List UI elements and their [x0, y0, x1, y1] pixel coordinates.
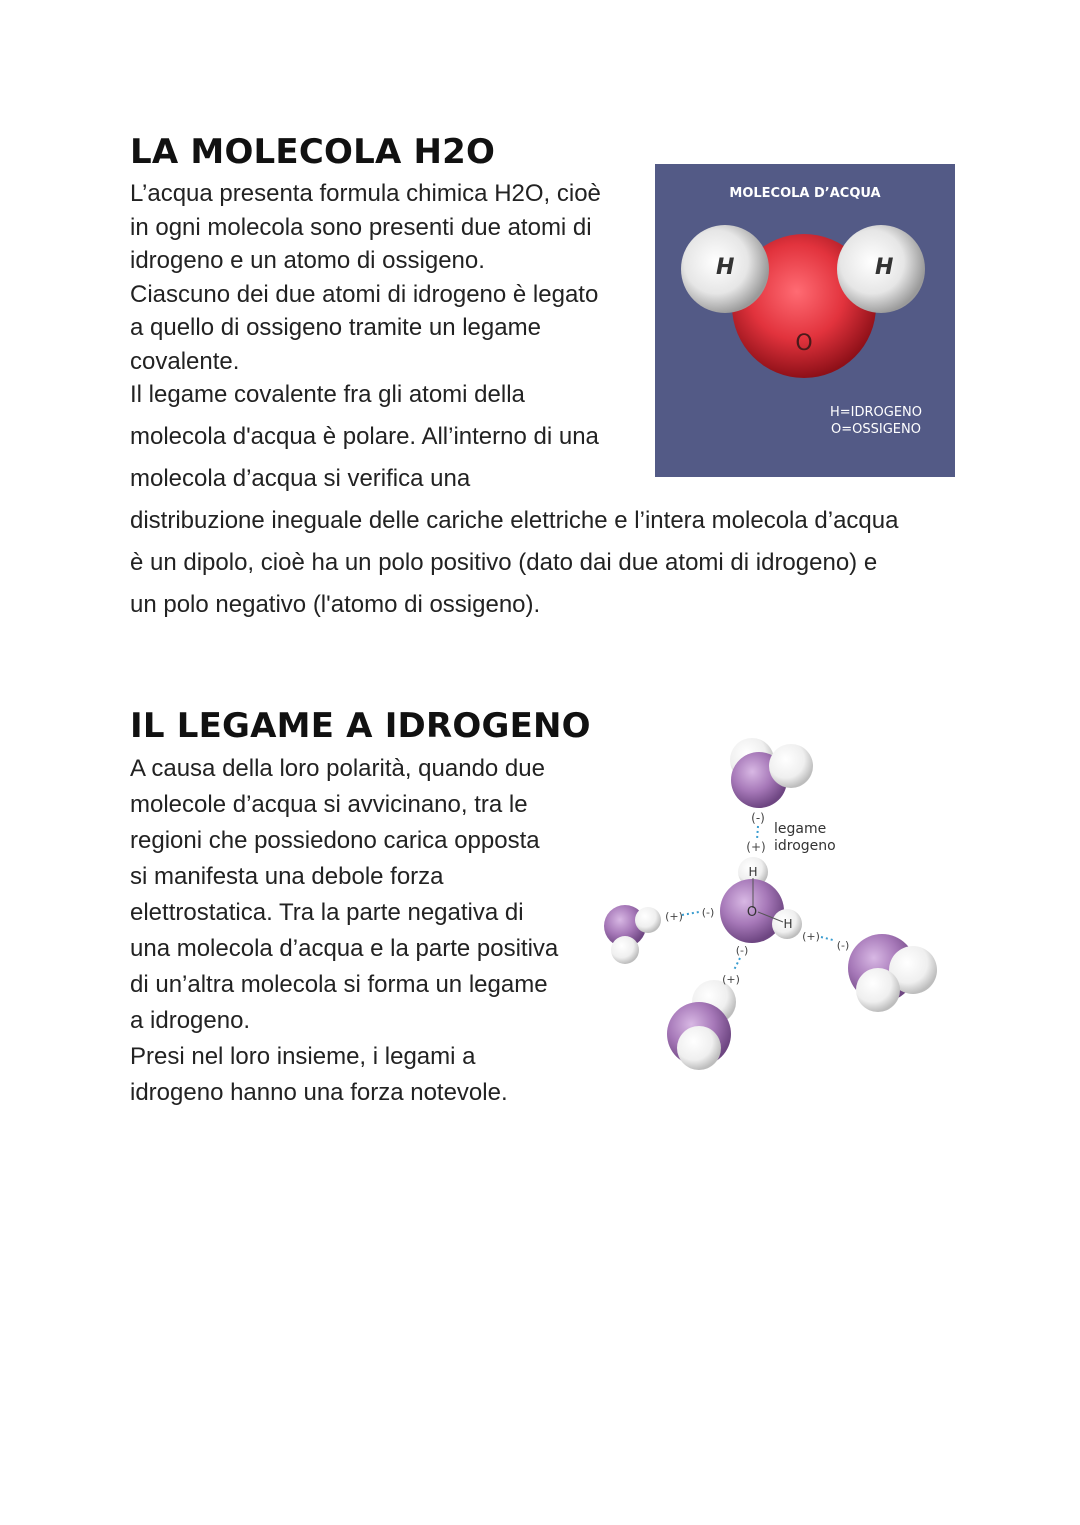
text-line: molecole d’acqua si avvicinano, tra le [130, 791, 528, 818]
text-line: Il legame covalente fra gli atomi della [130, 381, 525, 408]
charge-negative: (-) [701, 906, 715, 919]
atom-label-h: H [748, 865, 758, 879]
charge-positive: (+) [722, 973, 740, 986]
legend-hydrogen: H=IDROGENO [829, 405, 923, 420]
hydrogen-bond-label-line2: idrogeno [774, 838, 836, 854]
charge-positive: (+) [665, 910, 683, 923]
paragraph-hydrogen-bond [130, 751, 558, 1111]
text-line: a idrogeno. [130, 1007, 251, 1034]
paragraph-molecule-formula [130, 177, 601, 379]
text-line: Presi nel loro insieme, i legami a [130, 1043, 476, 1070]
text-line: in ogni molecola sono presenti due atomi di [130, 213, 592, 241]
text-line: una molecola d’acqua e la parte positiva [130, 935, 559, 962]
legend-oxygen: O=OSSIGENO [831, 422, 921, 437]
text-line: molecola d'acqua è polare. All’interno di una [130, 423, 599, 450]
hydrogen-bond-dots [734, 958, 740, 970]
atom-label-o: O [795, 331, 813, 356]
hydrogen-bond-label-line1: legame [774, 821, 827, 837]
text-line: Ciascuno dei due atomi di idrogeno è legato [130, 280, 599, 308]
atom-label-h-right: H [875, 255, 894, 280]
charge-positive: (+) [802, 930, 820, 943]
atom-label-h-left: H [716, 255, 735, 280]
text-line: un polo negativo (l'atomo di ossigeno). [130, 591, 541, 618]
text-line: idrogeno e un atomo di ossigeno. [130, 247, 485, 275]
text-line: L’acqua presenta formula chimica H2O, cioè [130, 180, 601, 207]
text-line: distribuzione ineguale delle cariche elettriche e l’intera molecola d’acqua [130, 507, 899, 534]
hydrogen-atom [856, 968, 900, 1012]
text-line: idrogeno hanno una forza notevole. [130, 1079, 508, 1106]
hydrogen-bond-dots [682, 912, 699, 915]
charge-negative: (-) [836, 939, 850, 952]
hydrogen-atom [611, 936, 639, 964]
hydrogen-bond-dots [757, 826, 758, 840]
text-line: è un dipolo, cioè ha un polo positivo (dato dai due atomi di idrogeno) e [130, 549, 878, 576]
hydrogen-atom [769, 744, 813, 788]
text-line: regioni che possiedono carica opposta [130, 827, 540, 854]
text-line: a quello di ossigeno tramite un legame [130, 314, 541, 342]
text-line: molecola d’acqua si verifica una [130, 465, 471, 492]
figure-title: MOLECOLA D’ACQUA [729, 186, 881, 201]
charge-positive: (+) [746, 840, 766, 854]
section-title-molecule: LA MOLECOLA H2O [130, 132, 496, 172]
hydrogen-bond-figure [595, 728, 945, 1078]
charge-negative: (-) [735, 944, 749, 957]
section-title-hydrogen-bond: IL LEGAME A IDROGENO [130, 706, 591, 746]
text-line: si manifesta una debole forza [130, 863, 444, 890]
hydrogen-bond-dots [821, 937, 833, 940]
text-line: A causa della loro polarità, quando due [130, 755, 545, 782]
atom-label-o: O [746, 905, 758, 920]
atom-label-h: H [783, 917, 793, 931]
text-line: elettrostatica. Tra la parte negativa di [130, 899, 524, 926]
hydrogen-atom [677, 1026, 721, 1070]
hydrogen-atom [635, 907, 661, 933]
water-molecule-figure [655, 164, 955, 477]
text-line: di un’altra molecola si forma un legame [130, 971, 548, 998]
charge-negative: (-) [751, 811, 765, 825]
text-line: covalente. [130, 347, 240, 375]
